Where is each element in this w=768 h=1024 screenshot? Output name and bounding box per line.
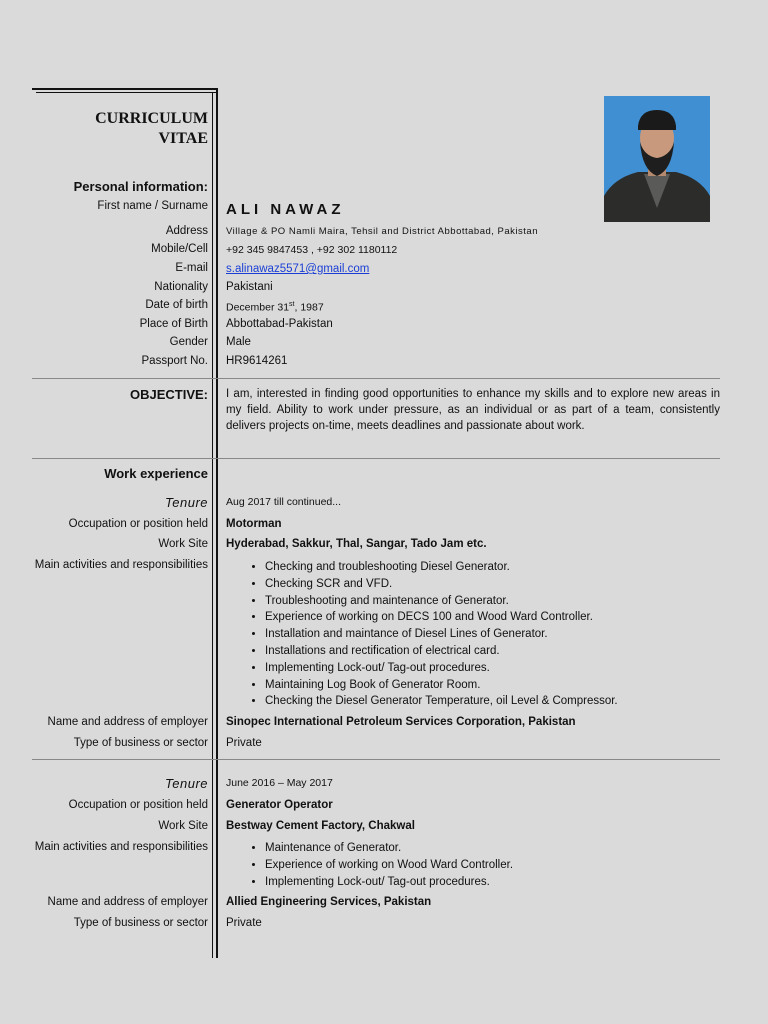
email-link[interactable]: s.alinawaz5571@gmail.com: [226, 263, 370, 275]
job2-site: Bestway Cement Factory, Chakwal: [226, 820, 415, 832]
objective-text: I am, interested in finding good opportunities to enhance my skills and to explore new areas in my field. Ability to work under pressure, as an individual or as part of a team, consistently delivers projects on-time, meets deadlines and passionate about work.: [226, 388, 720, 432]
name-label: First name / Surname: [97, 200, 208, 212]
dob-suffix: st: [289, 301, 295, 308]
portrait-image: [604, 96, 710, 222]
section-divider: [32, 378, 720, 379]
nationality-label: Nationality: [154, 281, 208, 293]
gender-label: Gender: [169, 336, 208, 348]
mobile-label: Mobile/Cell: [151, 243, 208, 255]
list-item: • Maintenance of Generator.: [265, 840, 513, 857]
job2-employer: Allied Engineering Services, Pakistan: [226, 896, 432, 908]
tenure-label: Tenure: [165, 495, 208, 510]
job1-tenure: Aug 2017 till continued...: [226, 496, 341, 508]
section-divider: [32, 458, 720, 459]
cv-title-line2: VITAE: [158, 130, 208, 147]
list-item: • Maintaining Log Book of Generator Room.: [265, 677, 618, 694]
profile-photo: [604, 96, 710, 222]
job2-occupation: Generator Operator: [226, 799, 333, 811]
job2-business: Private: [226, 917, 262, 929]
personal-info-heading: Personal information:: [73, 179, 208, 194]
section-divider: [32, 759, 720, 760]
list-item: • Checking the Diesel Generator Temperature, oil Level & Compressor.: [265, 693, 618, 710]
place-of-birth-value: Abbottabad-Pakistan: [226, 318, 333, 330]
address-value: Village & PO Namli Maira, Tehsil and District Abbottabad, Pakistan: [226, 226, 538, 237]
passport-label: Passport No.: [141, 355, 208, 367]
list-item: • Checking and troubleshooting Diesel Generator.: [265, 559, 618, 576]
job2-activities-list: [226, 840, 513, 890]
job1-site: Hyderabad, Sakkur, Thal, Sangar, Tado Jam etc.: [226, 538, 487, 550]
list-item: • Implementing Lock-out/ Tag-out procedures.: [265, 660, 618, 677]
job1-business: Private: [226, 737, 262, 749]
objective-heading: OBJECTIVE:: [129, 387, 208, 402]
list-item: • Troubleshooting and maintenance of Generator.: [265, 593, 618, 610]
work-experience-heading: Work experience: [104, 466, 208, 481]
job2-tenure: June 2016 – May 2017: [226, 777, 333, 789]
activities-label: Main activities and responsibilities: [34, 841, 208, 853]
list-item: • Installations and rectification of electrical card.: [265, 643, 618, 660]
business-label: Type of business or sector: [73, 917, 208, 929]
list-item: • Experience of working on DECS 100 and Wood Ward Controller.: [265, 609, 618, 626]
gender-value: Male: [226, 336, 251, 348]
job1-employer: Sinopec International Petroleum Services Corporation, Pakistan: [226, 716, 576, 728]
nationality-value: Pakistani: [226, 281, 273, 293]
work-site-label: Work Site: [158, 538, 208, 550]
frame-vertical-rule: [216, 88, 218, 958]
business-label: Type of business or sector: [73, 737, 208, 749]
job1-occupation: Motorman: [226, 518, 282, 530]
list-item: • Installation and maintance of Diesel Lines of Generator.: [265, 626, 618, 643]
list-item: • Checking SCR and VFD.: [265, 576, 618, 593]
dob-label: Date of birth: [145, 299, 208, 311]
email-label: E-mail: [175, 262, 208, 274]
occupation-label: Occupation or position held: [68, 518, 208, 530]
cv-title-line1: CURRICULUM: [95, 110, 208, 127]
dob-year: , 1987: [294, 301, 324, 314]
frame-top-rule-inner: [36, 92, 216, 93]
employer-label: Name and address of employer: [47, 896, 208, 908]
passport-value: HR9614261: [226, 355, 288, 367]
list-item: • Implementing Lock-out/ Tag-out procedures.: [265, 874, 513, 891]
occupation-label: Occupation or position held: [68, 799, 208, 811]
mobile-value: +92 345 9847453 , +92 302 1180112: [226, 244, 398, 256]
dob-value: [226, 298, 324, 315]
job1-activities-list: [226, 559, 618, 710]
frame-vertical-rule-inner: [212, 92, 213, 958]
employer-label: Name and address of employer: [47, 716, 208, 728]
activities-label: Main activities and responsibilities: [34, 559, 208, 571]
dob-main: December 31: [226, 301, 290, 314]
work-site-label: Work Site: [158, 820, 208, 832]
frame-top-rule: [32, 88, 216, 90]
list-item: • Experience of working on Wood Ward Controller.: [265, 857, 513, 874]
address-label: Address: [165, 225, 208, 237]
place-of-birth-label: Place of Birth: [139, 318, 208, 330]
candidate-name: ALI NAWAZ: [226, 201, 345, 218]
tenure-label: Tenure: [165, 776, 208, 791]
